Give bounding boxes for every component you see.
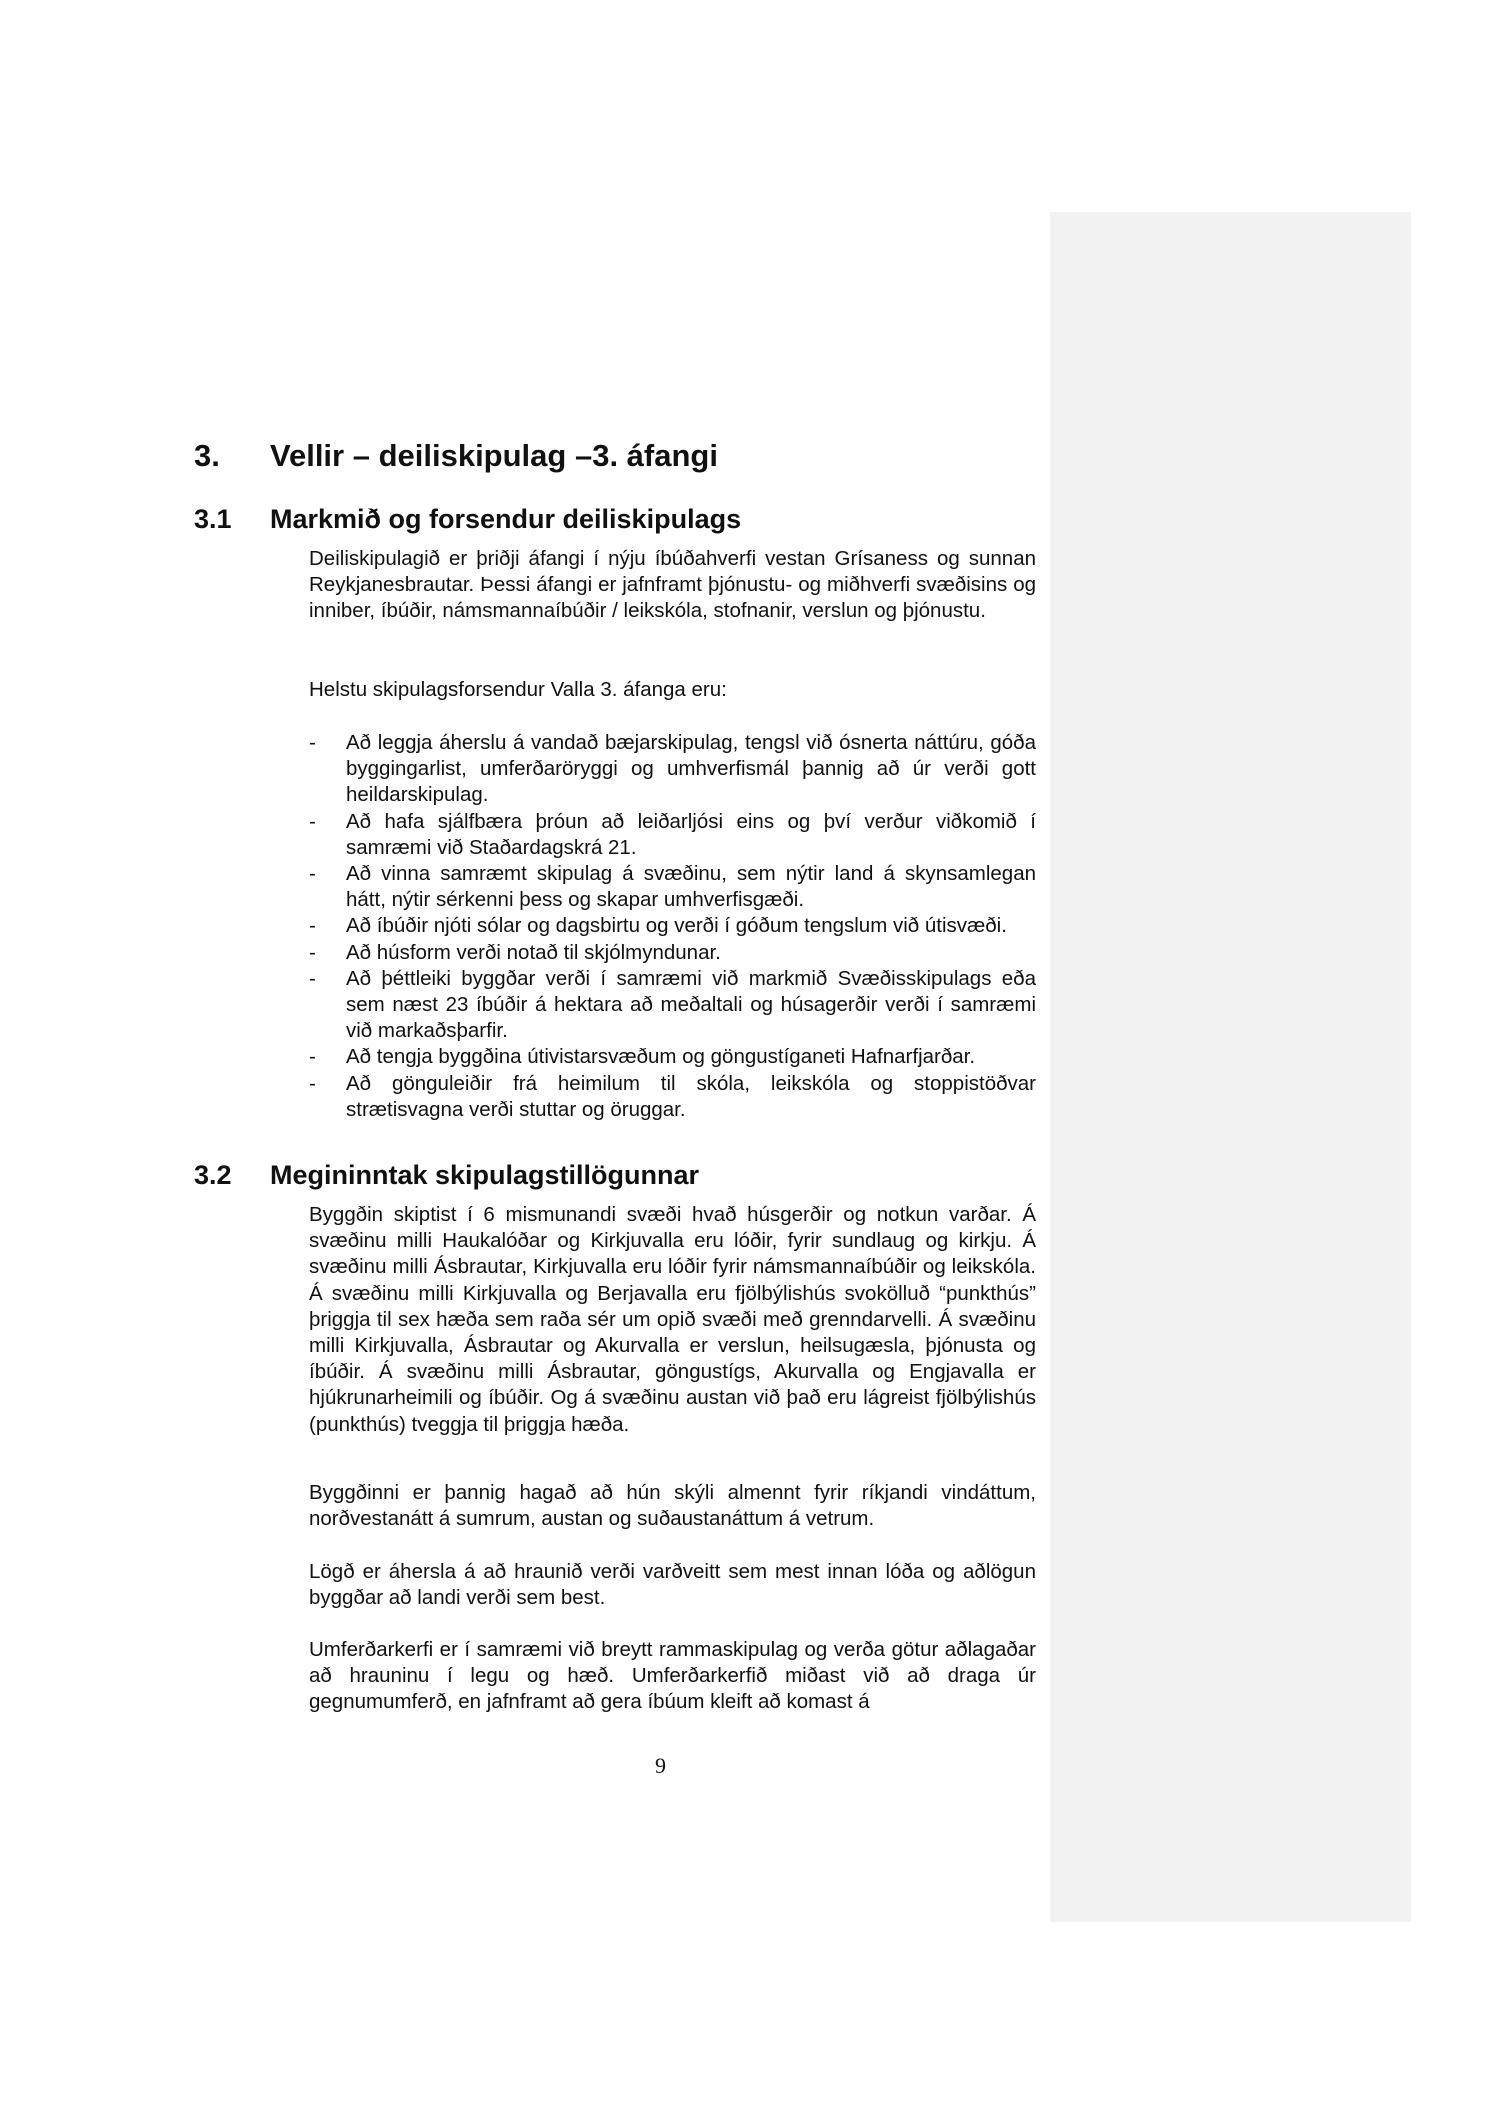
section-3-1-lead: Helstu skipulagsforsendur Valla 3. áfanga eru: <box>309 678 727 701</box>
section-3-2-paragraph: Umferðarkerfi er í samræmi við breytt rammaskipulag og verða götur aðlagaðar að hrauninu í legu og hæð. Umferðarkerfið miðast við að draga úr gegnumumferð, en jafnframt að gera íbúum kleift að komast á <box>309 1638 1036 1714</box>
section-3-2-paragraph: Byggðinni er þannig hagað að hún skýli almennt fyrir ríkjandi vindáttum, norðvestanátt á sumrum, austan og suðaustanáttum á vetrum. <box>309 1481 1036 1531</box>
list-item-text: Að hafa sjálfbæra þróun að leiðarljósi eins og því verður viðkomið í samræmi við Staðardagskrá 21. <box>346 809 1036 859</box>
bullet-dash: - <box>309 940 316 964</box>
list-item-text: Að leggja áherslu á vandað bæjarskipulag, tengsl við ósnerta náttúru, góða byggingarlist, umferðaröryggi og umhverfismál þannig að úr verði gott heildarskipulag. <box>346 731 1036 807</box>
section-3-2-heading <box>194 1160 699 1191</box>
list-item-text: Að þéttleiki byggðar verði í samræmi við markmið Svæðisskipulags eða sem næst 23 íbúðir á hektara að meðaltali og húsagerðir verði í samræmi við markaðsþarfir. <box>346 966 1036 1043</box>
section-3-1-intro: Deiliskipulagið er þriðji áfangi í nýju íbúðahverfi vestan Grísaness og sunnan Reykjanesbrautar. Þessi áfangi er jafnframt þjónustu- og miðhverfi svæðisins og inniber, íbúðir, námsmannaíbúðir / leikskóla, stofnanir, verslun og þjónustu. <box>309 547 1036 623</box>
list-item <box>309 913 1036 939</box>
section-3-2-paragraph: Lögð er áhersla á að hraunið verði varðveitt sem mest innan lóða og aðlögun byggðar að landi verði sem best. <box>309 1560 1036 1610</box>
section-3-2-title: Megininntak skipulagstillögunnar <box>270 1160 700 1190</box>
list-item-text: Að húsform verði notað til skjólmyndunar. <box>346 940 721 964</box>
section-3-1-heading <box>194 504 741 535</box>
section-3-1-title: Markmið og forsendur deiliskipulags <box>270 504 742 534</box>
section-3-heading <box>194 438 718 474</box>
bullet-dash: - <box>309 731 316 754</box>
bullet-dash: - <box>309 914 316 938</box>
list-item-text: Að gönguleiðir frá heimilum til skóla, leikskóla og stoppistöðvar strætisvagna verði stuttar og öruggar. <box>346 1071 1036 1121</box>
list-item <box>309 940 1036 966</box>
section-3-2-paragraph: Byggðin skiptist í 6 mismunandi svæði hvað húsgerðir og notkun varðar. Á svæðinu milli Haukalóðar og Kirkjuvalla eru lóðir, fyrir sundlaug og kirkju. Á svæðinu milli Ásbrautar, Kirkjuvalla eru lóðir fyrir námsmannaíbúðir og leikskóla. Á svæðinu milli Kirkjuvalla og Berjavalla eru fjölbýlishús svokölluð “punkthús” þriggja til sex hæða sem raða sér um opið svæði með grenndarvelli. Á svæðinu milli Kirkjuvalla, Ásbrautar og Akurvalla er verslun, heilsugæsla, þjónusta og íbúðir. Á svæðinu milli Ásbrautar, göngustígs, Akurvalla og Engjavalla er hjúkrunarheimili og íbúðir. Og á svæðinu austan við það eru lágreist fjölbýlishús (punkthús) tveggja til þriggja hæða. <box>309 1203 1036 1436</box>
section-3-1-number: 3.1 <box>194 504 232 534</box>
list-item <box>309 730 1036 809</box>
list-item <box>309 966 1036 1045</box>
bullet-dash: - <box>309 1071 316 1095</box>
list-item-text: Að tengja byggðina útivistarsvæðum og göngustíganeti Hafnarfjarðar. <box>346 1045 976 1069</box>
bullet-dash: - <box>309 809 316 833</box>
list-item-text: Að vinna samræmt skipulag á svæðinu, sem nýtir land á skynsamlegan hátt, nýtir sérkenni þess og skapar umhverfisgæði. <box>346 862 1036 912</box>
list-item-text: Að íbúðir njóti sólar og dagsbirtu og verði í góðum tengslum við útisvæði. <box>346 914 1007 938</box>
bullet-dash: - <box>309 966 316 990</box>
list-item <box>309 1071 1036 1123</box>
list-item <box>309 861 1036 913</box>
forsendur-list <box>309 730 1036 1123</box>
bullet-dash: - <box>309 1045 316 1069</box>
section-3-title: Vellir – deiliskipulag –3. áfangi <box>270 438 718 473</box>
comment-margin-pane <box>1050 212 1411 1922</box>
page-number: 9 <box>655 1753 666 1778</box>
bullet-dash: - <box>309 862 316 886</box>
list-item <box>309 809 1036 861</box>
section-3-2-number: 3.2 <box>194 1160 232 1190</box>
section-3-number: 3. <box>194 438 220 473</box>
list-item <box>309 1044 1036 1070</box>
